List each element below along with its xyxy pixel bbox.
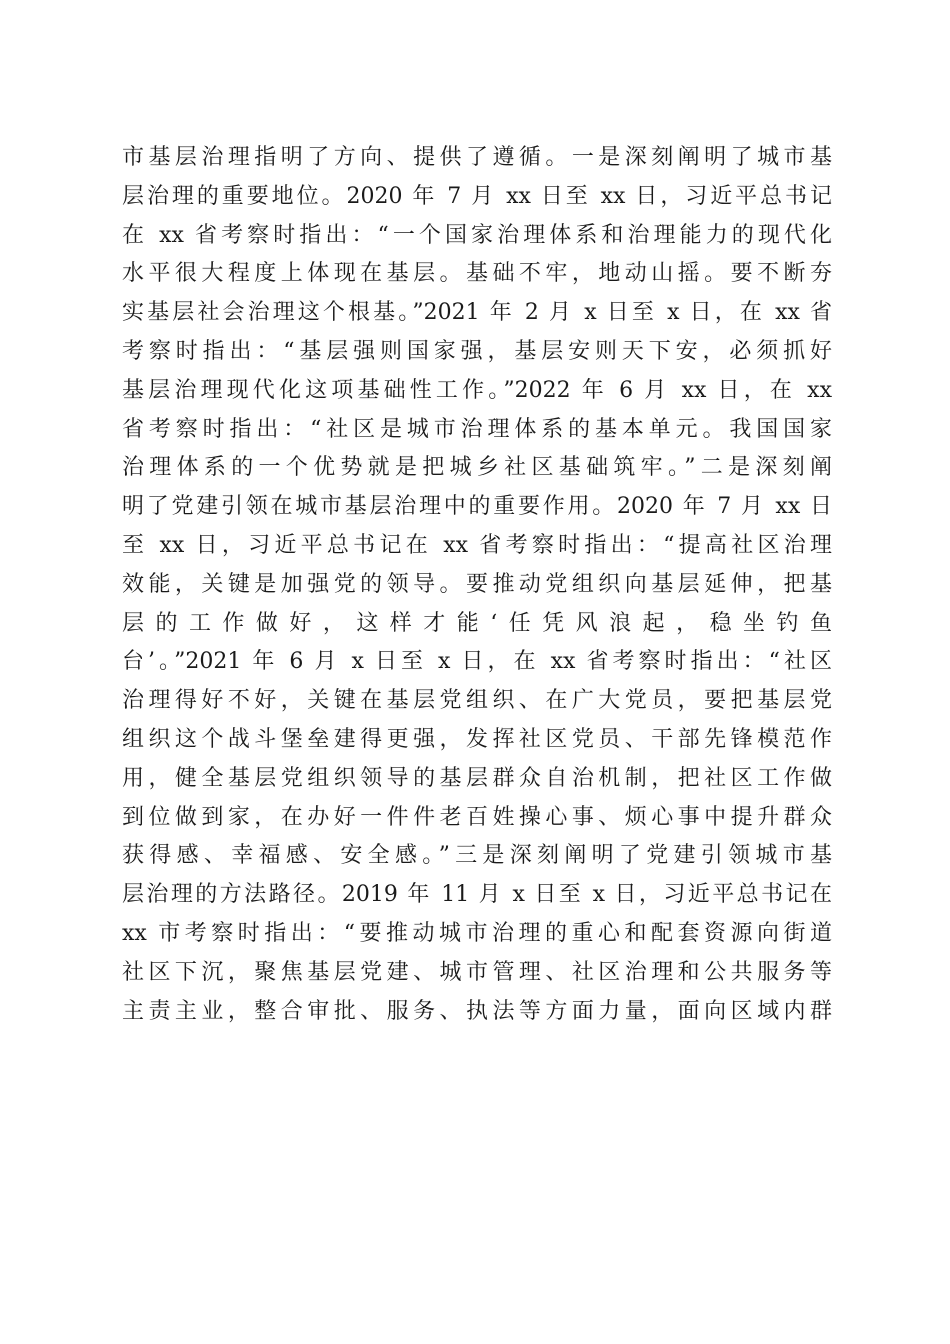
text-line: 效能，关键是加强党的领导。要推动党组织向基层延伸，把基 <box>122 571 832 597</box>
text-line: 层治理的重要地位。2020 年 7 月 xx 日至 xx 日，习近平总书记 <box>122 183 832 209</box>
text-line: 实基层社会治理这个根基。”2021 年 2 月 x 日至 x 日，在 xx 省 <box>122 300 832 326</box>
text-line: 省考察时指出：“社区是城市治理体系的基本单元。我国国家 <box>122 416 832 442</box>
text-line: 层治理的方法路径。2019 年 11 月 x 日至 x 日，习近平总书记在 <box>122 882 832 908</box>
text-line: 水平很大程度上体现在基层。基础不牢，地动山摇。要不断夯 <box>122 261 832 287</box>
text-line: 治理得好不好，关键在基层党组织、在广大党员，要把基层党 <box>122 688 832 714</box>
text-line: 明了党建引领在城市基层治理中的重要作用。2020 年 7 月 xx 日 <box>122 494 832 520</box>
text-line: 治理体系的一个优势就是把城乡社区基础筑牢。”二是深刻阐 <box>122 455 832 481</box>
text-line: 主责主业，整合审批、服务、执法等方面力量，面向区域内群 <box>122 998 832 1024</box>
text-line: 到位做到家，在办好一件件老百姓操心事、烦心事中提升群众 <box>122 804 832 830</box>
text-line: 至 xx 日，习近平总书记在 xx 省考察时指出：“提高社区治理 <box>122 532 832 558</box>
text-line: 社区下沉，聚焦基层党建、城市管理、社区治理和公共服务等 <box>122 959 832 985</box>
text-line: 层的工作做好，这样才能‘任凭风浪起，稳坐钓鱼 <box>122 610 832 636</box>
text-line: 组织这个战斗堡垒建得更强，发挥社区党员、干部先锋模范作 <box>122 726 832 752</box>
text-line: 获得感、幸福感、安全感。”三是深刻阐明了党建引领城市基 <box>122 843 832 869</box>
text-line: 在 xx 省考察时指出：“一个国家治理体系和治理能力的现代化 <box>122 222 832 248</box>
text-line: xx 市考察时指出：“要推动城市治理的重心和配套资源向街道 <box>122 920 832 946</box>
text-line: 用，健全基层党组织领导的基层群众自治机制，把社区工作做 <box>122 765 832 791</box>
text-line: 考察时指出：“基层强则国家强，基层安则天下安，必须抓好 <box>122 338 832 364</box>
text-line: 市基层治理指明了方向、提供了遵循。一是深刻阐明了城市基 <box>122 145 832 170</box>
body-text <box>122 139 832 1031</box>
text-line: 基层治理现代化这项基础性工作。”2022 年 6 月 xx 日，在 xx <box>122 377 832 403</box>
text-line: 台’。”2021 年 6 月 x 日至 x 日，在 xx 省考察时指出：“社区 <box>122 649 832 675</box>
